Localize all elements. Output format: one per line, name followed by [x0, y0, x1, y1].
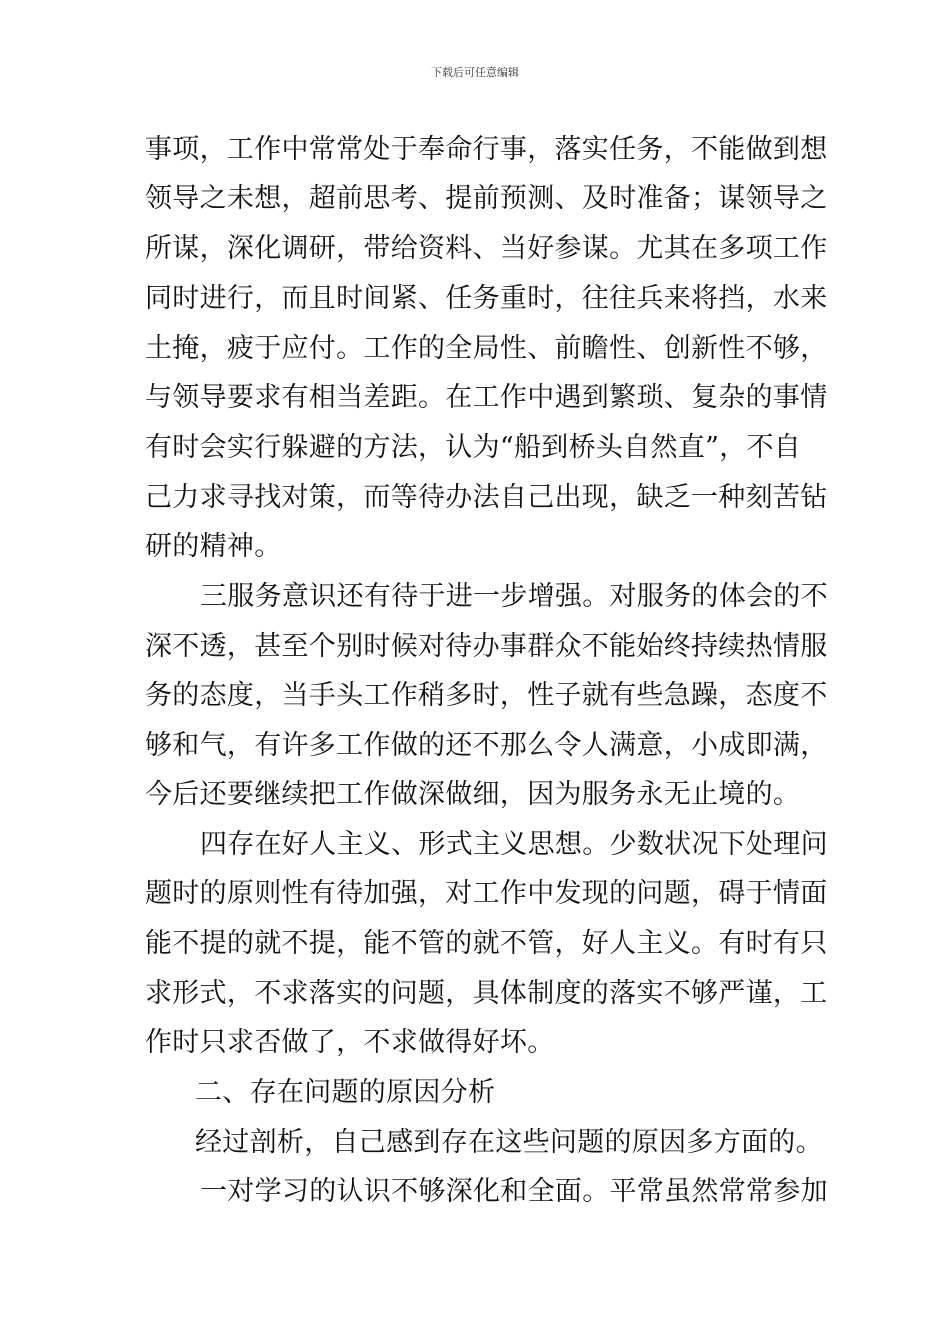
text-line: 事项，工作中常常处于奉命行事，落实任务，不能做到想 — [145, 134, 828, 165]
text-line: 务的态度，当手头工作稍多时，性子就有些急躁，态度不 — [145, 680, 828, 711]
text-line: 有时会实行躲避的方法，认为“船到桥头自然直”，不自 — [145, 432, 802, 463]
section-heading: 二、存在问题的原因分析 — [195, 1077, 496, 1108]
text-line: 题时的原则性有待加强，对工作中发现的问题，碍于情面 — [145, 878, 828, 909]
paragraph-start-line: 经过剖析，自己感到存在这些问题的原因多方面的。 — [195, 1127, 823, 1158]
text-line: 与领导要求有相当差距。在工作中遇到繁琐、复杂的事情 — [145, 382, 828, 413]
text-line: 求形式，不求落实的问题，具体制度的落实不够严谨，工 — [145, 978, 828, 1009]
text-line: 领导之未想，超前思考、提前预测、及时准备；谋领导之 — [145, 183, 828, 214]
text-line: 作时只求否做了，不求做得好坏。 — [145, 1027, 555, 1058]
text-line: 土掩，疲于应付。工作的全局性、前瞻性、创新性不够， — [145, 333, 828, 364]
paragraph-start-line: 三服务意识还有待于进一步增强。对服务的体会的不 — [200, 581, 828, 612]
paragraph-start-line: 四存在好人主义、形式主义思想。少数状况下处理问 — [200, 829, 828, 860]
text-line: 研的精神。 — [145, 531, 282, 562]
paragraph-start-line: 一对学习的认识不够深化和全面。平常虽然常常参加 — [200, 1176, 828, 1207]
text-line: 今后还要继续把工作做深做细，因为服务永无止境的。 — [145, 779, 801, 810]
text-line: 深不透，甚至个别时候对待办事群众不能始终持续热情服 — [145, 631, 828, 662]
text-line: 所谋，深化调研，带给资料、当好参谋。尤其在多项工作 — [145, 233, 828, 264]
text-line: 够和气，有许多工作做的还不那么令人满意，小成即满， — [145, 730, 828, 761]
text-line: 能不提的就不提，能不管的就不管，好人主义。有时有只 — [145, 928, 828, 959]
text-line: 己力求寻找对策，而等待办法自己出现，缺乏一种刻苦钻 — [145, 482, 828, 513]
text-line: 同时进行，而且时间紧、任务重时，往往兵来将挡，水来 — [145, 283, 828, 314]
page-header: 下载后可任意编辑 — [431, 66, 519, 79]
